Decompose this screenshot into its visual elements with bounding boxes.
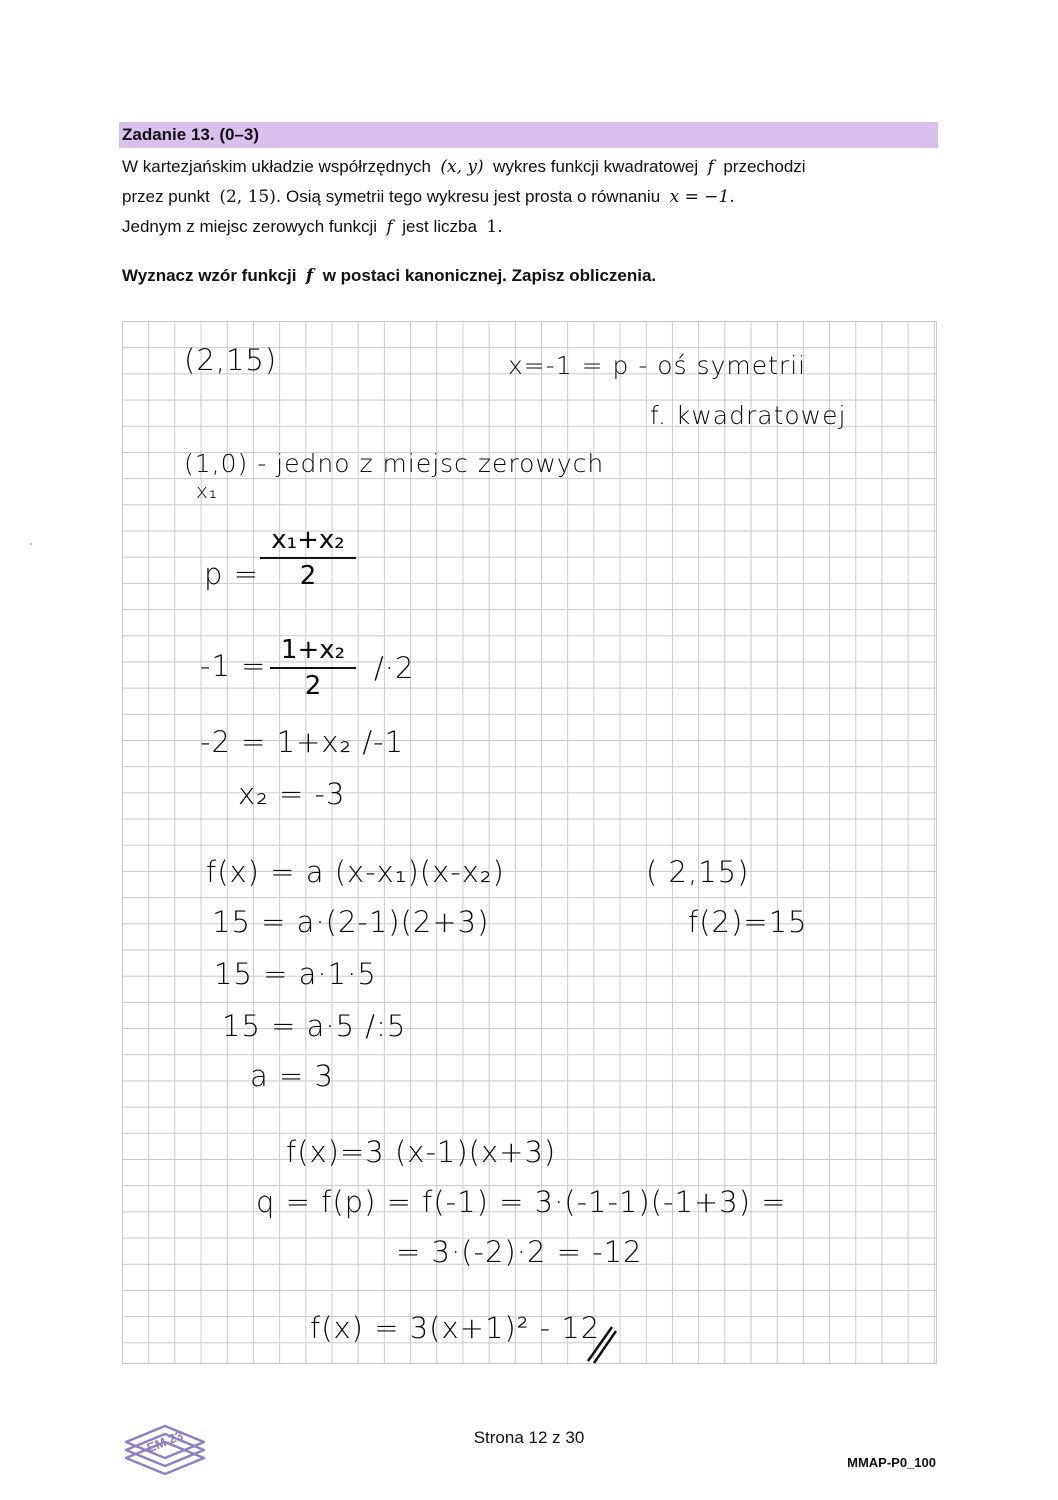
hw-step-7: = 3·(-2)·2 = -12 — [396, 1235, 643, 1269]
task-line-2 — [122, 182, 938, 212]
instruction — [122, 266, 656, 286]
logo-text: EM 23 — [144, 1427, 186, 1456]
page-number: Strona 12 z 30 — [473, 1428, 585, 1447]
scan-artifact — [30, 543, 32, 545]
hw-eq1-fraction — [270, 635, 356, 701]
math-expression: f — [386, 217, 393, 237]
answer-grid[interactable] — [122, 321, 937, 1364]
math-expression: (2, 15). — [219, 187, 282, 207]
hw-p-fraction — [260, 525, 356, 591]
math-expression: x = −1. — [669, 187, 735, 207]
math-expression: (x, y) — [440, 157, 484, 177]
hw-point-1: (2,15) — [184, 343, 278, 377]
answer-check-mark — [584, 1321, 618, 1365]
hw-zero: (1,0) - jedno z miejsc zerowych — [184, 449, 605, 478]
hw-eq1-op: /·2 — [374, 651, 415, 685]
hw-axis-2: f. kwadratowej — [650, 401, 847, 430]
instruction-text: w postaci kanonicznej. Zapisz obliczenia. — [322, 266, 657, 285]
instruction-text: Wyznacz wzór funkcji — [122, 266, 297, 285]
hw-f2: f(2)=15 — [688, 905, 808, 939]
fraction-denominator: 2 — [299, 561, 317, 591]
math-expression: f — [707, 157, 714, 177]
hw-eq3: x₂ = -3 — [238, 777, 346, 811]
math-expression: f — [305, 266, 314, 286]
fraction-numerator: 1+x₂ — [280, 635, 346, 665]
hw-step-1: 15 = a·(2-1)(2+3) — [212, 905, 490, 939]
hw-final-answer: f(x) = 3(x+1)² - 12 — [310, 1311, 601, 1345]
task-text: W kartezjańskim układzie współrzędnych — [122, 157, 431, 176]
hw-step-2: 15 = a·1·5 — [214, 957, 377, 991]
task-description — [122, 152, 938, 242]
document-code: MMAP-P0_100 — [847, 1455, 936, 1470]
hw-p-lhs: p = — [204, 557, 259, 591]
hw-eq1-lhs: -1 = — [200, 649, 267, 683]
task-title: Zadanie 13. (0–3) — [122, 125, 260, 144]
hw-step-6: q = f(p) = f(-1) = 3·(-1-1)(-1+3) = — [256, 1185, 787, 1219]
task-header — [119, 122, 938, 148]
fraction-denominator: 2 — [304, 671, 322, 701]
task-line-1 — [122, 152, 938, 182]
hw-x1-label: x₁ — [196, 479, 218, 503]
task-line-3 — [122, 212, 938, 242]
task-text: przez punkt — [122, 187, 210, 206]
fraction-bar — [260, 557, 356, 559]
task-text: Osią symetrii tego wykresu jest prosta o równaniu — [286, 187, 661, 206]
task-text: przechodzi — [723, 157, 806, 176]
math-expression: 1. — [486, 217, 503, 237]
hw-step-4: a = 3 — [250, 1059, 334, 1093]
hw-step-5: f(x)=3 (x-1)(x+3) — [286, 1135, 557, 1169]
task-text: jest liczba — [402, 217, 477, 236]
hw-factored-form: f(x) = a (x-x₁)(x-x₂) — [206, 855, 505, 889]
task-text: Jednym z miejsc zerowych funkcji — [122, 217, 378, 236]
fraction-bar — [270, 667, 356, 669]
hw-point-2: ( 2,15) — [646, 855, 750, 889]
hw-eq2: -2 = 1+x₂ /-1 — [200, 725, 405, 759]
task-text: wykres funkcji kwadratowej — [493, 157, 699, 176]
fraction-numerator: x₁+x₂ — [271, 525, 345, 555]
hw-step-3: 15 = a·5 /:5 — [222, 1009, 407, 1043]
hw-axis: x=-1 = p - oś symetrii — [508, 351, 807, 380]
